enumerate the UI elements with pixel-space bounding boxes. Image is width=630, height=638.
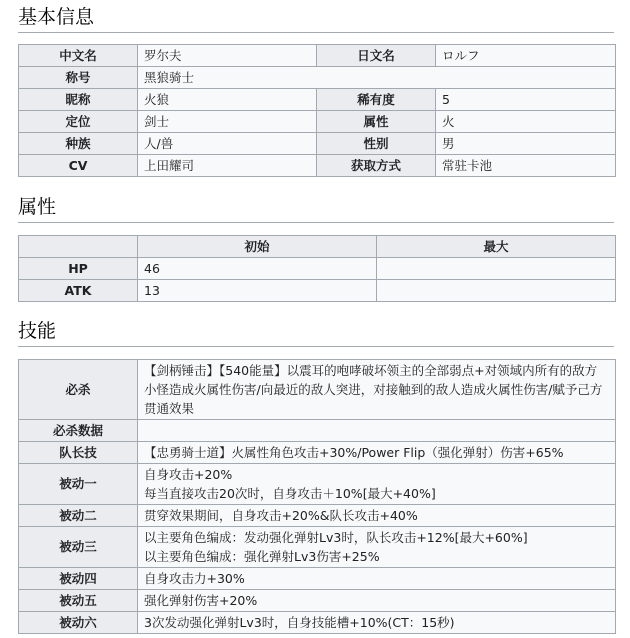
value-cv: 上田耀司 [138,155,317,177]
table-row [19,360,616,420]
header-empty [19,236,138,258]
table-row [19,89,616,111]
value-japanese-name: ロルフ [436,45,616,67]
value-gender: 男 [436,133,616,155]
table-row [19,505,616,527]
value-atk-initial: 13 [138,280,377,302]
label-hp: HP [19,258,138,280]
section-title-skills: 技能 [18,318,614,347]
value-acquisition: 常驻卡池 [436,155,616,177]
table-row [19,258,616,280]
label-role: 定位 [19,111,138,133]
label-ultimate: 必杀 [19,360,138,420]
value-ultimate-data [138,420,616,442]
value-atk-max [377,280,616,302]
value-passive-3 [138,527,616,568]
table-row [19,133,616,155]
value-passive-1 [138,464,616,505]
table-row [19,612,616,634]
section-title-basic-info: 基本信息 [18,4,614,33]
value-hp-initial: 46 [138,258,377,280]
table-row [19,442,616,464]
value-element: 火 [436,111,616,133]
value-title: 黑狼骑士 [138,67,616,89]
label-passive-3: 被动三 [19,527,138,568]
skill-text: 【剑柄锤击】【540能量】以震耳的咆哮破坏领主的全部弱点+对领域内所有的敌方小怪造成火属性伤害/向最近的敌人突进，对接触到的敌人造成火属性伤害/赋予己方贯通效果 [144,363,603,416]
value-leader-skill: 【忠勇骑士道】火属性角色攻击+30%/Power Flip（强化弹射）伤害+65% [138,442,616,464]
value-race: 人/兽 [138,133,317,155]
table-row [19,67,616,89]
label-rarity: 稀有度 [317,89,436,111]
table-row [19,568,616,590]
stats-table [18,235,616,302]
skill-line: 自身攻击+20% [144,467,233,482]
label-japanese-name: 日文名 [317,45,436,67]
label-race: 种族 [19,133,138,155]
skill-line: 每当直接攻击20次时，自身攻击＋10%[最大+40%] [144,486,436,501]
value-passive-6: 3次发动强化弹射Lv3时，自身技能槽+10%(CT：15秒) [138,612,616,634]
label-acquisition: 获取方式 [317,155,436,177]
table-row [19,464,616,505]
label-passive-2: 被动二 [19,505,138,527]
label-title: 称号 [19,67,138,89]
table-header-row [19,236,616,258]
label-leader-skill: 队长技 [19,442,138,464]
table-row [19,45,616,67]
label-ultimate-data: 必杀数据 [19,420,138,442]
basic-info-table [18,44,616,177]
value-passive-2: 贯穿效果期间，自身攻击+20%&队长攻击+40% [138,505,616,527]
skills-table [18,359,616,634]
value-nickname: 火狼 [138,89,317,111]
label-passive-4: 被动四 [19,568,138,590]
table-row [19,111,616,133]
label-gender: 性别 [317,133,436,155]
table-row [19,420,616,442]
label-nickname: 昵称 [19,89,138,111]
value-chinese-name: 罗尔夫 [138,45,317,67]
header-max: 最大 [377,236,616,258]
label-passive-1: 被动一 [19,464,138,505]
value-rarity: 5 [436,89,616,111]
label-passive-6: 被动六 [19,612,138,634]
label-atk: ATK [19,280,138,302]
label-cv: CV [19,155,138,177]
value-passive-4: 自身攻击力+30% [138,568,616,590]
skill-line: 以主要角色编成：强化弹射Lv3伤害+25% [144,549,380,564]
value-passive-5: 强化弹射伤害+20% [138,590,616,612]
section-title-stats: 属性 [18,194,614,223]
value-hp-max [377,258,616,280]
value-role: 剑士 [138,111,317,133]
table-row [19,527,616,568]
table-row [19,280,616,302]
header-initial: 初始 [138,236,377,258]
table-row [19,155,616,177]
table-row [19,590,616,612]
value-ultimate [138,360,616,420]
label-passive-5: 被动五 [19,590,138,612]
skill-line: 以主要角色编成：发动强化弹射Lv3时，队长攻击+12%[最大+60%] [144,530,528,545]
label-chinese-name: 中文名 [19,45,138,67]
label-element: 属性 [317,111,436,133]
